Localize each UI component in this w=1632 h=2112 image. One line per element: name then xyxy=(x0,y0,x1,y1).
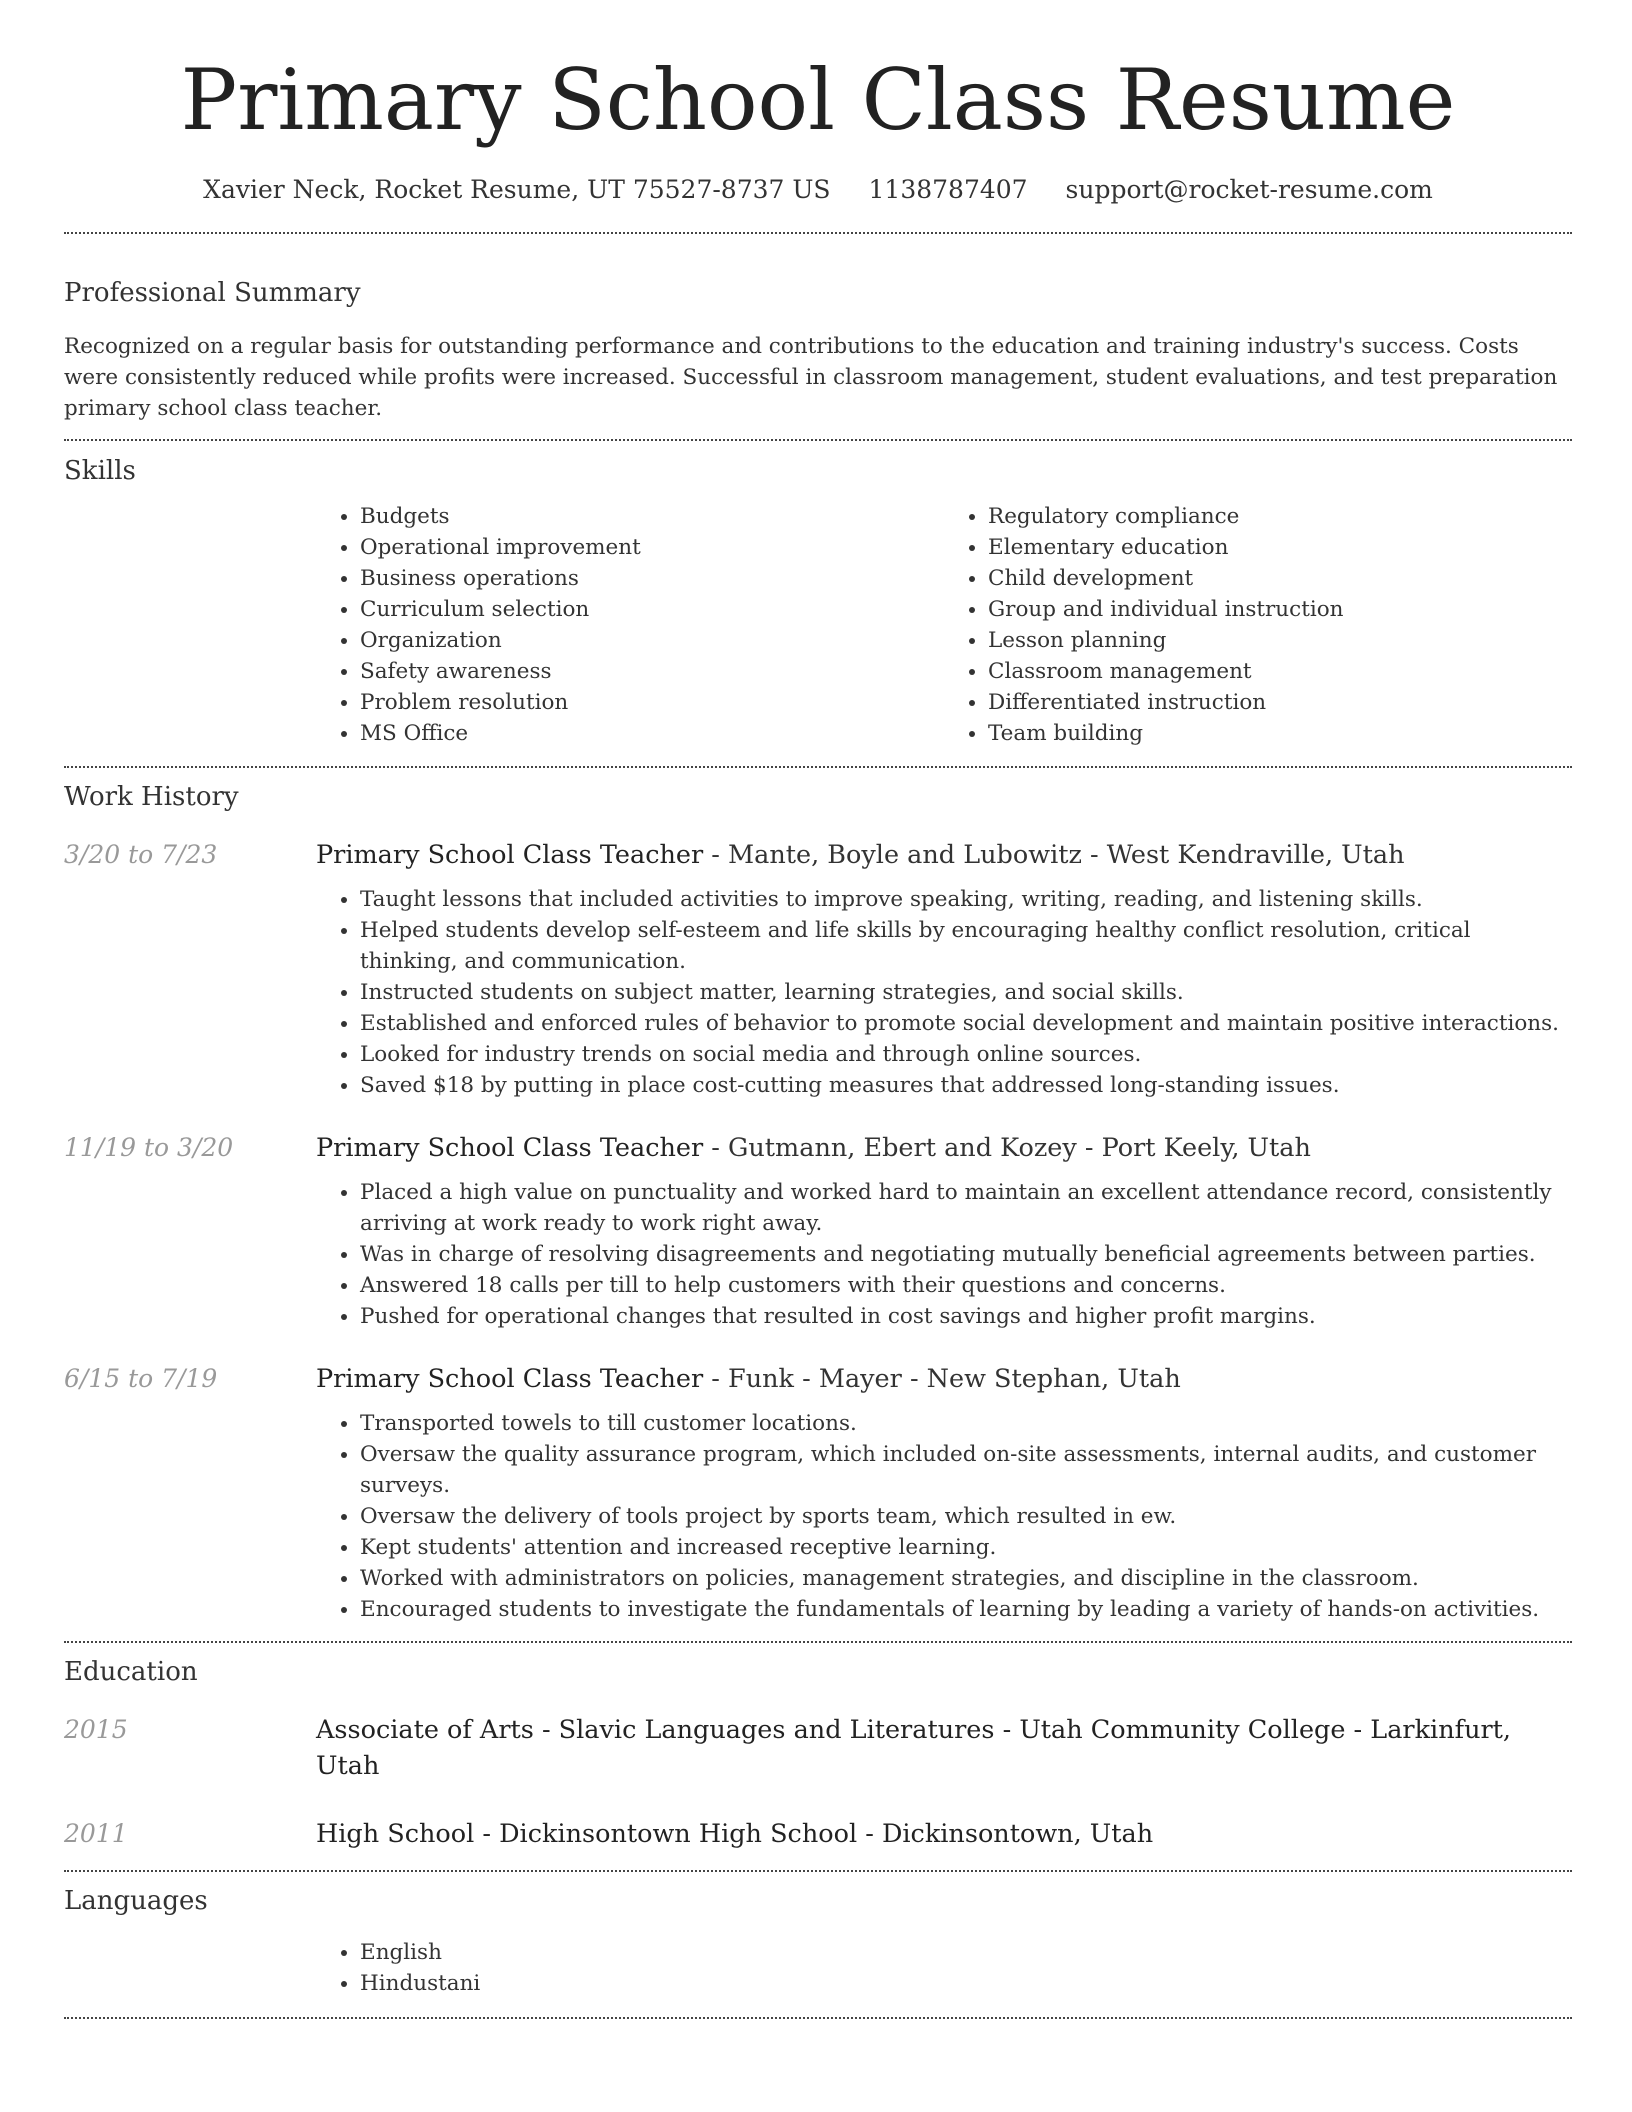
education-heading: Education xyxy=(64,1657,198,1687)
skill-item: • Curriculum selection xyxy=(360,594,944,625)
duty-item: • Worked with administrators on policies, management strategies, and discipline in the classroom. xyxy=(360,1563,1572,1594)
job-duties xyxy=(316,1177,1572,1332)
work-heading: Work History xyxy=(64,782,239,812)
duty-item: • Looked for industry trends on social media and through online sources. xyxy=(360,1039,1572,1070)
job-employer: - Mante, Boyle and Lubowitz - West Kendraville, Utah xyxy=(703,840,1405,870)
job-title: Primary School Class Teacher xyxy=(316,1133,704,1163)
skill-item: • Team building xyxy=(988,718,1572,749)
divider xyxy=(64,2017,1572,2019)
job-title-line xyxy=(316,1361,1181,1397)
skill-item: • Safety awareness xyxy=(360,656,944,687)
duty-item: • Was in charge of resolving disagreements and negotiating mutually beneficial agreements between parties. xyxy=(360,1239,1572,1270)
contact-phone: 1138787407 xyxy=(868,175,1028,204)
duty-item: • Transported towels to till customer locations. xyxy=(360,1408,1572,1439)
skill-item: • Child development xyxy=(988,563,1572,594)
contact-line xyxy=(64,172,1572,208)
education-year: 2015 xyxy=(64,1715,128,1744)
education-year: 2011 xyxy=(64,1819,128,1848)
skill-item: • Business operations xyxy=(360,563,944,594)
education-detail: Associate of Arts - Slavic Languages and Literatures - Utah Community College - Larkinfurt, Utah xyxy=(316,1715,1512,1781)
education-entry xyxy=(64,1816,1572,1852)
duty-item: • Pushed for operational changes that resulted in cost savings and higher profit margins. xyxy=(360,1301,1572,1332)
duty-item: • Taught lessons that included activities to improve speaking, writing, reading, and listening skills. xyxy=(360,884,1572,915)
job-title: Primary School Class Teacher xyxy=(316,840,704,870)
skill-item: • Lesson planning xyxy=(988,625,1572,656)
language-item: • Hindustani xyxy=(360,1968,1572,1999)
divider xyxy=(64,1870,1572,1872)
skills-list xyxy=(316,501,1572,749)
duty-item: • Saved $18 by putting in place cost-cutting measures that addressed long-standing issues. xyxy=(360,1070,1572,1101)
duty-item: • Instructed students on subject matter, learning strategies, and social skills. xyxy=(360,977,1572,1008)
job-employer: - Funk - Mayer - New Stephan, Utah xyxy=(703,1364,1181,1394)
resume-title: Primary School Class Resume xyxy=(180,51,1456,149)
duty-item: • Oversaw the delivery of tools project by sports team, which resulted in ew. xyxy=(360,1501,1572,1532)
duty-item: • Answered 18 calls per till to help customers with their questions and concerns. xyxy=(360,1270,1572,1301)
skills-column-left xyxy=(316,501,944,749)
summary-text: Recognized on a regular basis for outstanding performance and contributions to the education and training industry's success. Costs were consistently reduced while profits were increased. Successful in classroom management, student evaluations, and test preparation primary school class teacher. xyxy=(64,334,1558,421)
skills-column-right xyxy=(944,501,1572,749)
job-header xyxy=(64,1361,1572,1397)
job-title: Primary School Class Teacher xyxy=(316,1364,704,1394)
skills-heading: Skills xyxy=(64,456,136,486)
job-dates: 11/19 to 3/20 xyxy=(64,1133,234,1162)
skill-item: • Regulatory compliance xyxy=(988,501,1572,532)
skill-item: • Differentiated instruction xyxy=(988,687,1572,718)
job-entry xyxy=(64,1130,1572,1332)
resume-page xyxy=(64,0,1572,2019)
duty-item: • Established and enforced rules of behavior to promote social development and maintain positive interactions. xyxy=(360,1008,1572,1039)
job-header xyxy=(64,837,1572,873)
job-entry xyxy=(64,837,1572,1101)
duty-item: • Encouraged students to investigate the fundamentals of learning by leading a variety of hands-on activities. xyxy=(360,1594,1572,1625)
skill-item: • Problem resolution xyxy=(360,687,944,718)
duty-item: • Oversaw the quality assurance program, which included on-site assessments, internal audits, and customer surveys. xyxy=(360,1439,1572,1501)
divider xyxy=(64,1641,1572,1643)
contact-email: support@rocket-resume.com xyxy=(1065,175,1433,204)
duty-item: • Kept students' attention and increased receptive learning. xyxy=(360,1532,1572,1563)
contact-address: Xavier Neck, Rocket Resume, UT 75527-8737 US xyxy=(203,175,831,204)
summary-heading: Professional Summary xyxy=(64,278,361,308)
skill-item: • MS Office xyxy=(360,718,944,749)
skill-item: • Operational improvement xyxy=(360,532,944,563)
job-header xyxy=(64,1130,1572,1166)
languages-list xyxy=(316,1937,1572,1999)
skill-item: • Budgets xyxy=(360,501,944,532)
divider xyxy=(64,766,1572,768)
job-dates: 6/15 to 7/19 xyxy=(64,1364,218,1393)
duty-item: • Helped students develop self-esteem and life skills by encouraging healthy conflict resolution, critical thinking, and communication. xyxy=(360,915,1572,977)
education-detail: High School - Dickinsontown High School - Dickinsontown, Utah xyxy=(316,1819,1154,1849)
education-entry xyxy=(64,1712,1572,1784)
language-item: • English xyxy=(360,1937,1572,1968)
job-duties xyxy=(316,1408,1572,1625)
languages-heading: Languages xyxy=(64,1886,208,1916)
job-employer: - Gutmann, Ebert and Kozey - Port Keely, Utah xyxy=(703,1133,1311,1163)
job-title-line xyxy=(316,837,1405,873)
skill-item: • Organization xyxy=(360,625,944,656)
job-dates: 3/20 to 7/23 xyxy=(64,840,218,869)
job-duties xyxy=(316,884,1572,1101)
job-entry xyxy=(64,1361,1572,1625)
divider xyxy=(64,232,1572,234)
duty-item: • Placed a high value on punctuality and worked hard to maintain an excellent attendance record, consistently arriving at work ready to work right away. xyxy=(360,1177,1572,1239)
skill-item: • Elementary education xyxy=(988,532,1572,563)
job-title-line xyxy=(316,1130,1311,1166)
skill-item: • Classroom management xyxy=(988,656,1572,687)
divider xyxy=(64,439,1572,441)
skill-item: • Group and individual instruction xyxy=(988,594,1572,625)
